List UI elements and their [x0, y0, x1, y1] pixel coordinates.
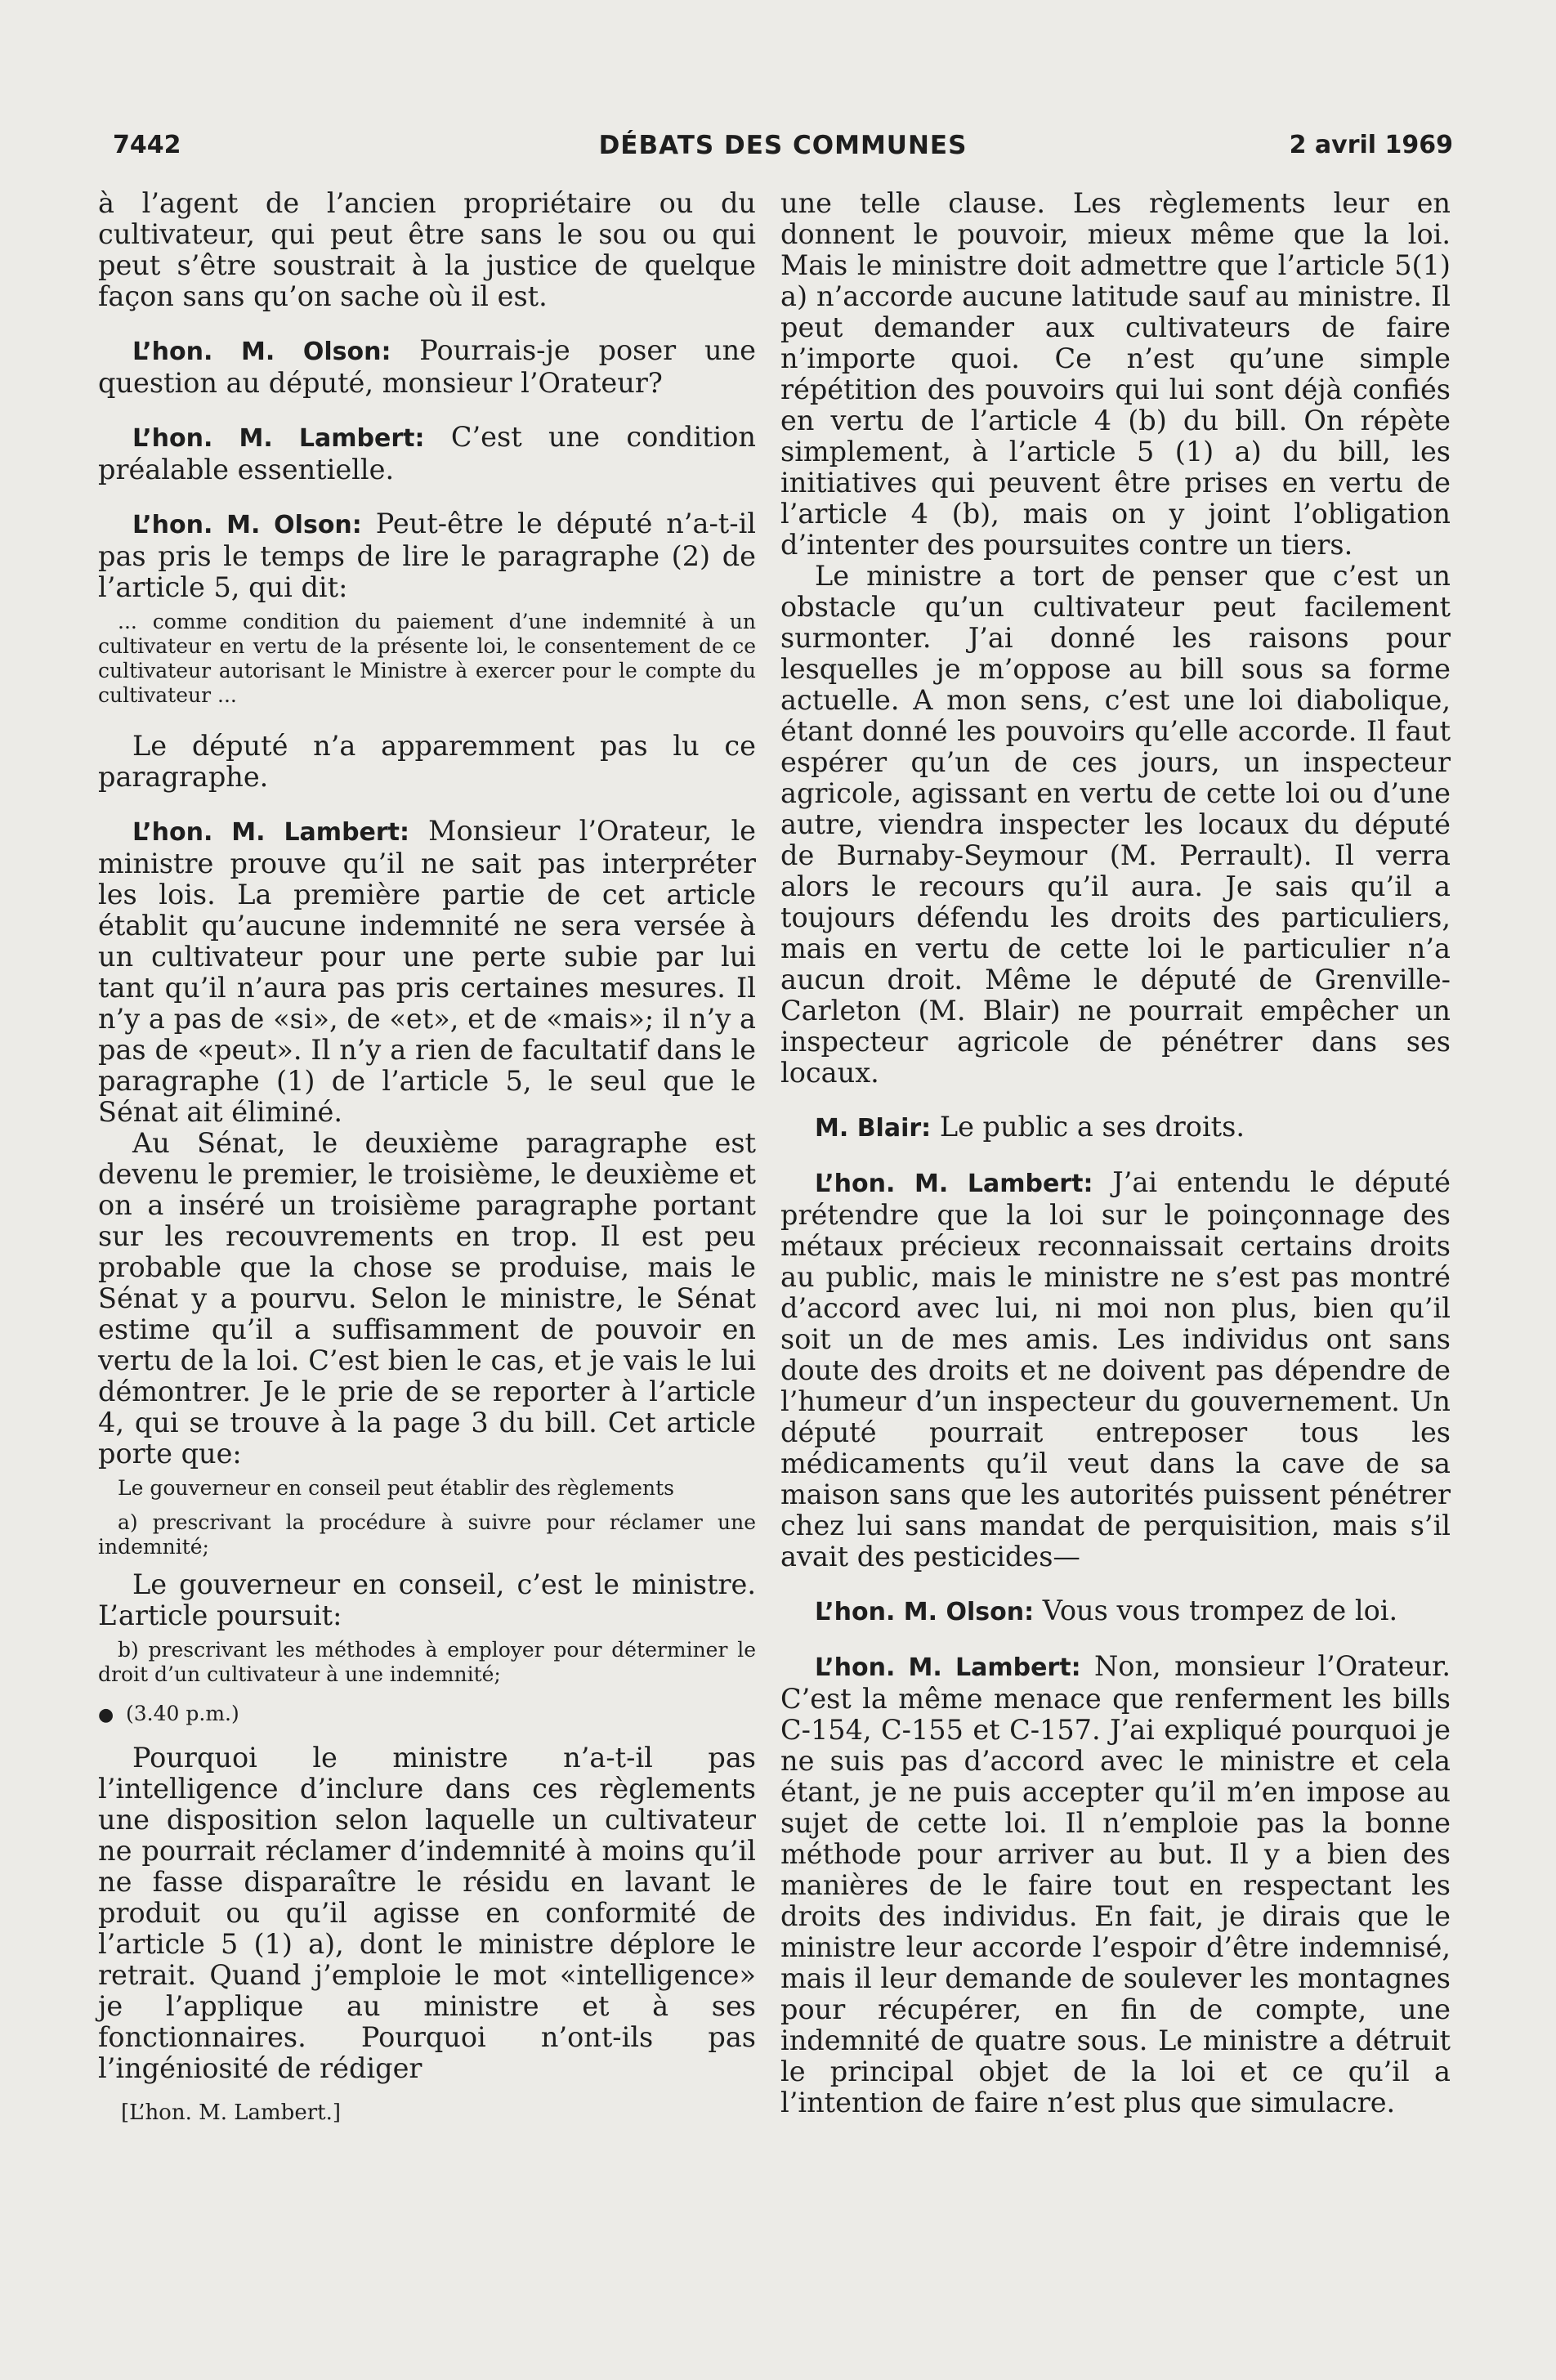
- publication-title: DÉBATS DES COMMUNES: [598, 131, 968, 160]
- speech: [98, 335, 756, 399]
- speech-text: C’est une condition préalable essentielle.: [98, 421, 756, 485]
- time-stamp: (3.40 p.m.): [126, 1702, 239, 1725]
- quotation: b) prescrivant les méthodes à employer pour déterminer le droit d’un cultivateur à une indemnité;: [98, 1638, 756, 1686]
- quotation: a) prescrivant la procédure à suivre pour réclamer une indemnité;: [98, 1510, 756, 1559]
- time-marker: [98, 1702, 756, 1728]
- speech: [98, 816, 756, 1128]
- speaker-name: L’hon. M. Lambert:: [132, 424, 425, 453]
- paragraph: Le député n’a apparemment pas lu ce paragraphe.: [98, 730, 756, 793]
- speaker-name: L’hon. M. Olson:: [132, 338, 391, 366]
- speaker-name: L’hon. M. Olson:: [132, 511, 362, 539]
- issue-date: 2 avril 1969: [1289, 131, 1453, 159]
- speech: [98, 508, 756, 603]
- speaker-footer: [L’hon. M. Lambert.]: [121, 2100, 342, 2125]
- speech-text: Vous vous trompez de loi.: [1034, 1595, 1398, 1626]
- speech: [98, 422, 756, 485]
- paragraph: à l’agent de l’ancien propriétaire ou du cultivateur, qui peut être sans le sou ou qui peut s’être soustrait à la justice de quelque façon sans qu’on sache où il est.: [98, 187, 756, 312]
- speaker-name: L’hon. M. Lambert:: [132, 818, 410, 847]
- quotation: ... comme condition du paiement d’une indemnité à un cultivateur en vertu de la présente loi, le consentement de ce cultivateur autorisant le Ministre à exercer pour le compte du cultivateur ...: [98, 610, 756, 707]
- speech-text: J’ai entendu le député prétendre que la loi sur le poinçonnage des métaux précieux reconnaissait certains droits au public, mais le ministre ne s’est pas montré d’accord avec lui, ni moi non plus, bien qu’il soit un de mes amis. Les individus ont sans doute des droits et ne doivent pas dépendre de l’humeur d’un inspecteur du gouvernement. Un député pourrait entreposer tous les médicaments qu’il veut dans la cave de sa maison sans que les autorités puissent pénétrer chez lui sans mandat de perquisition, mais s’il avait des pesticides—: [780, 1166, 1451, 1572]
- speech-text: Le public a ses droits.: [931, 1111, 1245, 1143]
- speech: [780, 1651, 1451, 2118]
- speech: [780, 1112, 1451, 1144]
- paragraph: Pourquoi le ministre n’a-t-il pas l’intelligence d’inclure dans ces règlements une disposition selon laquelle un cultivateur ne pourrait réclamer d’indemnité à moins qu’il ne fasse disparaître le résidu en lavant le produit ou qu’il agisse en conformité de l’article 5 (1) a), dont le ministre déplore le retrait. Quand j’emploie le mot «intelligence» je l’applique au ministre et à ses fonctionnaires. Pourquoi n’ont-ils pas l’ingéniosité de rédiger: [98, 1742, 756, 2084]
- speaker-name: L’hon. M. Lambert:: [815, 1170, 1093, 1198]
- speaker-name: L’hon. M. Olson:: [815, 1598, 1035, 1626]
- speech-text: Monsieur l’Orateur, le ministre prouve qu’il ne sait pas interpréter les lois. La première partie de cet article établit qu’aucune indemnité ne sera versée à un cultivateur pour une perte subie par lui tant qu’il n’aura pas pris certaines mesures. Il n’y a pas de «si», de «et», et de «mais»; il n’y a pas de «peut». Il n’y a rien de facultatif dans le paragraphe (1) de l’article 5, le seul que le Sénat ait éliminé.: [98, 815, 756, 1128]
- right-column: [780, 188, 1451, 2118]
- page-header: [113, 131, 1453, 168]
- speech: [780, 1167, 1451, 1572]
- speaker-name: L’hon. M. Lambert:: [815, 1653, 1081, 1682]
- speaker-name: M. Blair:: [815, 1114, 932, 1143]
- speech-text: Non, monsieur l’Orateur. C’est la même menace que renferment les bills C-154, C-155 et C-157. J’ai expliqué pourquoi je ne suis pas d’accord avec le ministre et cela étant, je ne puis accepter qu’il m’en impose au sujet de cette loi. Il n’emploie pas la bonne méthode pour arriver au but. Il y a bien des manières de le faire tout en respectant les droits des individus. En fait, je dirais que le ministre leur accorde l’espoir d’être indemnisé, mais il leur demande de soulever les montagnes pour récupérer, en fin de compte, une indemnité de quatre sous. Le ministre a détruit le principal objet de la loi et ce qu’il a l’intention de faire n’est plus que simulacre.: [780, 1650, 1451, 2118]
- page-number: 7442: [113, 131, 181, 159]
- quotation: Le gouverneur en conseil peut établir des règlements: [118, 1476, 674, 1500]
- speech-text: Peut-être le député n’a-t-il pas pris le temps de lire le paragraphe (2) de l’article 5, qui dit:: [98, 508, 756, 603]
- paragraph: Le gouverneur en conseil, c’est le ministre. L’article poursuit:: [98, 1568, 756, 1631]
- speech-text: Pourrais-je poser une question au député, monsieur l’Orateur?: [98, 334, 756, 399]
- paragraph: une telle clause. Les règlements leur en donnent le pouvoir, mieux même que la loi. Mais le ministre doit admettre que l’article 5(1) a) n’accorde aucune latitude sauf au ministre. Il peut demander aux cultivateurs de faire n’importe quoi. Ce n’est qu’une simple répétition des pouvoirs qui lui sont déjà confiés en vertu de l’article 4 (b) du bill. On répète simplement, à l’article 5 (1) a) du bill, les initiatives qui peuvent être prises en vertu de l’article 4 (b), mais on y joint l’obligation d’intenter des poursuites contre un tiers.: [780, 187, 1451, 561]
- left-column: [98, 188, 756, 2128]
- paragraph: Au Sénat, le deuxième paragraphe est devenu le premier, le troisième, le deuxième et on a inséré un troisième paragraphe portant sur les recouvrements en trop. Il est peu probable que la chose se produise, mais le Sénat y a pourvu. Selon le ministre, le Sénat estime qu’il a suffisamment de pouvoir en vertu de la loi. C’est bien le cas, et je vais le lui démontrer. Je le prie de se reporter à l’article 4, qui se trouve à la page 3 du bill. Cet article porte que:: [98, 1127, 756, 1470]
- speech: [780, 1595, 1451, 1628]
- bullet-icon: ●: [98, 1705, 114, 1725]
- paragraph: Le ministre a tort de penser que c’est un obstacle qu’un cultivateur peut facilement surmonter. J’ai donné les raisons pour lesquelles je m’oppose au bill sous sa forme actuelle. A mon sens, c’est une loi diabolique, étant donné les pouvoirs qu’elle accorde. Il faut espérer qu’un de ces jours, un inspecteur agricole, agissant en vertu de cette loi ou d’une autre, viendra inspecter les locaux du député de Burnaby-Seymour (M. Perrault). Il verra alors le recours qu’il aura. Je sais qu’il a toujours défendu les droits des particuliers, mais en vertu de cette loi le particulier n’a aucun droit. Même le député de Grenville-Carleton (M. Blair) ne pourrait empêcher un inspecteur agricole de pénétrer dans ses locaux.: [780, 560, 1451, 1089]
